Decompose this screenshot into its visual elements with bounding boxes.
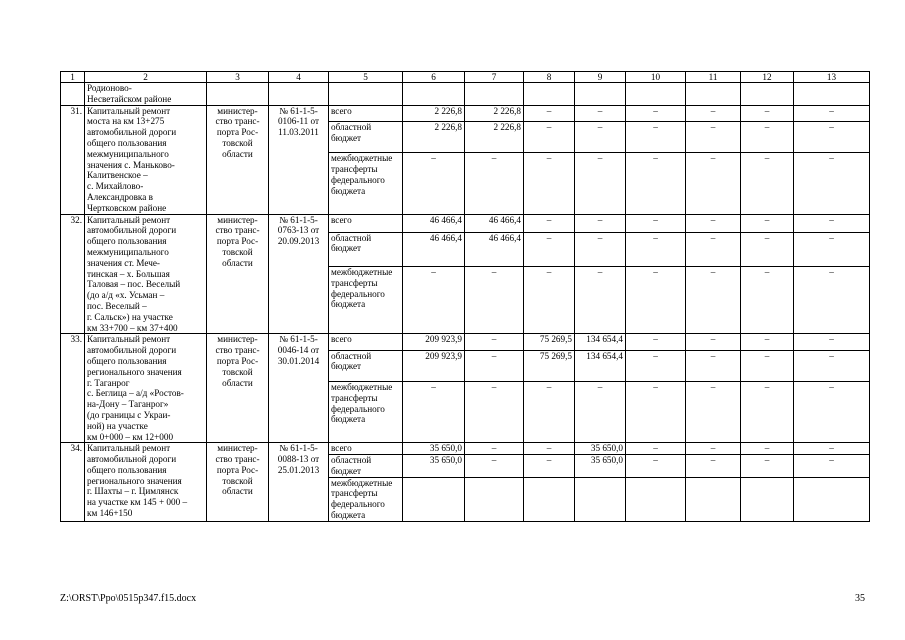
table-row	[61, 443, 870, 455]
value-cell: –	[524, 443, 575, 455]
item-organization: министер- ство транс- порта Рос- товской области	[207, 214, 269, 334]
value-cell: –	[794, 334, 870, 350]
value-cell	[794, 477, 870, 521]
value-cell: 35 650,0	[575, 455, 626, 478]
value-cell: –	[465, 266, 524, 333]
value-cell	[575, 477, 626, 521]
funding-source-label: всего	[329, 214, 403, 232]
column-header: 7	[465, 72, 524, 83]
value-cell	[626, 477, 686, 521]
footer-file-path: Z:\ORST\Ppo\0515p347.f15.docx	[60, 593, 197, 604]
item-document: № 61-1-5- 0088-13 от 25.01.2013	[269, 443, 329, 522]
value-cell: –	[741, 153, 794, 214]
funding-source-label: межбюджетные трансферты федерального бюджета	[329, 266, 403, 333]
value-cell: –	[741, 334, 794, 350]
value-cell: –	[626, 232, 686, 266]
funding-source-label: областной бюджет	[329, 455, 403, 478]
value-cell: –	[626, 334, 686, 350]
value-cell: –	[794, 121, 870, 152]
value-cell: –	[465, 153, 524, 214]
value-cell: 209 923,9	[403, 334, 465, 350]
value-cell: 35 650,0	[403, 443, 465, 455]
value-cell: –	[626, 350, 686, 381]
column-header: 8	[524, 72, 575, 83]
item-number: 34.	[61, 443, 85, 522]
item-document: № 61-1-5- 0106-11 от 11.03.2011	[269, 105, 329, 214]
column-header: 10	[626, 72, 686, 83]
value-cell: –	[524, 266, 575, 333]
value-cell: –	[686, 382, 741, 443]
value-cell: –	[524, 121, 575, 152]
value-cell: 35 650,0	[403, 455, 465, 478]
table-row	[61, 334, 870, 350]
value-cell: 46 466,4	[465, 214, 524, 232]
value-cell: –	[626, 105, 686, 121]
value-cell: –	[465, 455, 524, 478]
value-cell	[465, 477, 524, 521]
page-number: 35	[855, 593, 865, 604]
item-number: 33.	[61, 334, 85, 443]
value-cell: –	[626, 266, 686, 333]
value-cell: –	[686, 214, 741, 232]
value-cell: 75 269,5	[524, 350, 575, 381]
value-cell: 75 269,5	[524, 334, 575, 350]
item-number: 31.	[61, 105, 85, 214]
value-cell: –	[403, 266, 465, 333]
column-header: 11	[686, 72, 741, 83]
funding-source-label: всего	[329, 334, 403, 350]
value-cell: –	[686, 455, 741, 478]
value-cell: 46 466,4	[403, 232, 465, 266]
value-cell: –	[465, 382, 524, 443]
column-header: 6	[403, 72, 465, 83]
value-cell: 134 654,4	[575, 350, 626, 381]
value-cell: –	[794, 455, 870, 478]
item-document: № 61-1-5- 0046-14 от 30.01.2014	[269, 334, 329, 443]
value-cell: –	[403, 153, 465, 214]
value-cell: –	[524, 105, 575, 121]
value-cell: –	[686, 266, 741, 333]
value-cell: –	[741, 232, 794, 266]
value-cell: –	[741, 214, 794, 232]
value-cell	[686, 477, 741, 521]
value-cell: –	[626, 121, 686, 152]
value-cell: 2 226,8	[465, 105, 524, 121]
value-cell: –	[686, 232, 741, 266]
value-cell: –	[575, 382, 626, 443]
value-cell: –	[465, 443, 524, 455]
value-cell: –	[686, 443, 741, 455]
value-cell: –	[575, 121, 626, 152]
value-cell: –	[741, 443, 794, 455]
value-cell: –	[626, 443, 686, 455]
value-cell: –	[524, 214, 575, 232]
item-name: Капитальный ремонт автомобильной дороги общего пользования межмуниципального значения ст. Мече- тинская – х. Большая Таловая – пос. Веселый (до а/д «х. Усьман – пос. Веселый – г. Сальск») на участке км 33+700 – км 37+400	[85, 214, 207, 334]
value-cell	[524, 477, 575, 521]
value-cell: 2 226,8	[403, 121, 465, 152]
value-cell: 2 226,8	[403, 105, 465, 121]
value-cell: –	[794, 350, 870, 381]
funding-source-label: межбюджетные трансферты федерального бюджета	[329, 153, 403, 214]
column-header: 12	[741, 72, 794, 83]
value-cell: –	[626, 153, 686, 214]
value-cell: –	[741, 105, 794, 121]
continuation-text: Родионово- Несветайском районе	[85, 83, 207, 106]
value-cell: 2 226,8	[465, 121, 524, 152]
value-cell: –	[794, 232, 870, 266]
funding-source-label: всего	[329, 105, 403, 121]
value-cell: –	[465, 334, 524, 350]
column-header: 2	[85, 72, 207, 83]
value-cell: –	[575, 105, 626, 121]
funding-source-label: областной бюджет	[329, 232, 403, 266]
value-cell: 209 923,9	[403, 350, 465, 381]
funding-source-label: межбюджетные трансферты федерального бюджета	[329, 382, 403, 443]
value-cell: –	[794, 382, 870, 443]
value-cell: –	[794, 214, 870, 232]
value-cell: –	[794, 443, 870, 455]
value-cell: –	[686, 105, 741, 121]
item-name: Капитальный ремонт автомобильной дороги общего пользования регионального значения г. Шахты – г. Цимлянск на участке км 145 + 000 – км 146+150	[85, 443, 207, 522]
item-name: Капитальный ремонт автомобильной дороги общего пользования регионального значения г. Таганрог с. Беглица – а/д «Ростов- на-Дону – Таганрог» (до границы с Украи- ной) на участке км 0+000 – км 12+000	[85, 334, 207, 443]
value-cell: –	[686, 350, 741, 381]
funding-source-label: межбюджетные трансферты федерального бюджета	[329, 477, 403, 521]
column-header: 9	[575, 72, 626, 83]
table-row	[61, 214, 870, 232]
value-cell: –	[575, 266, 626, 333]
value-cell: –	[575, 232, 626, 266]
value-cell: –	[524, 455, 575, 478]
item-number: 32.	[61, 214, 85, 334]
funding-source-label: областной бюджет	[329, 350, 403, 381]
column-header: 1	[61, 72, 85, 83]
value-cell: –	[794, 105, 870, 121]
continuation-row	[61, 83, 870, 106]
column-header: 5	[329, 72, 403, 83]
value-cell: –	[626, 382, 686, 443]
value-cell: –	[686, 121, 741, 152]
value-cell: –	[465, 350, 524, 381]
value-cell: –	[686, 153, 741, 214]
value-cell: –	[741, 350, 794, 381]
value-cell: 46 466,4	[403, 214, 465, 232]
value-cell: –	[741, 382, 794, 443]
item-document: № 61-1-5- 0763-13 от 20.09.2013	[269, 214, 329, 334]
value-cell: 134 654,4	[575, 334, 626, 350]
value-cell: –	[403, 382, 465, 443]
value-cell: –	[626, 214, 686, 232]
value-cell	[403, 477, 465, 521]
column-header: 3	[207, 72, 269, 83]
value-cell: –	[741, 121, 794, 152]
column-header: 13	[794, 72, 870, 83]
item-organization: министер- ство транс- порта Рос- товской области	[207, 443, 269, 522]
value-cell: 35 650,0	[575, 443, 626, 455]
table-row	[61, 105, 870, 121]
column-header: 4	[269, 72, 329, 83]
value-cell: –	[575, 214, 626, 232]
value-cell: –	[524, 153, 575, 214]
value-cell: 46 466,4	[465, 232, 524, 266]
item-name: Капитальный ремонт моста на км 13+275 автомобильной дороги общего пользования межмуниципального значения с. Маньково- Калитвенское – с. Михайлово- Александровка в Чертковском районе	[85, 105, 207, 214]
value-cell: –	[575, 153, 626, 214]
value-cell: –	[741, 266, 794, 333]
value-cell: –	[524, 232, 575, 266]
item-organization: министер- ство транс- порта Рос- товской области	[207, 105, 269, 214]
value-cell: –	[524, 382, 575, 443]
value-cell	[741, 477, 794, 521]
value-cell: –	[626, 455, 686, 478]
funding-source-label: всего	[329, 443, 403, 455]
value-cell: –	[686, 334, 741, 350]
data-table	[60, 71, 870, 522]
value-cell: –	[741, 455, 794, 478]
value-cell: –	[794, 153, 870, 214]
value-cell: –	[794, 266, 870, 333]
item-organization: министер- ство транс- порта Рос- товской области	[207, 334, 269, 443]
funding-source-label: областной бюджет	[329, 121, 403, 152]
header-row	[61, 72, 870, 83]
